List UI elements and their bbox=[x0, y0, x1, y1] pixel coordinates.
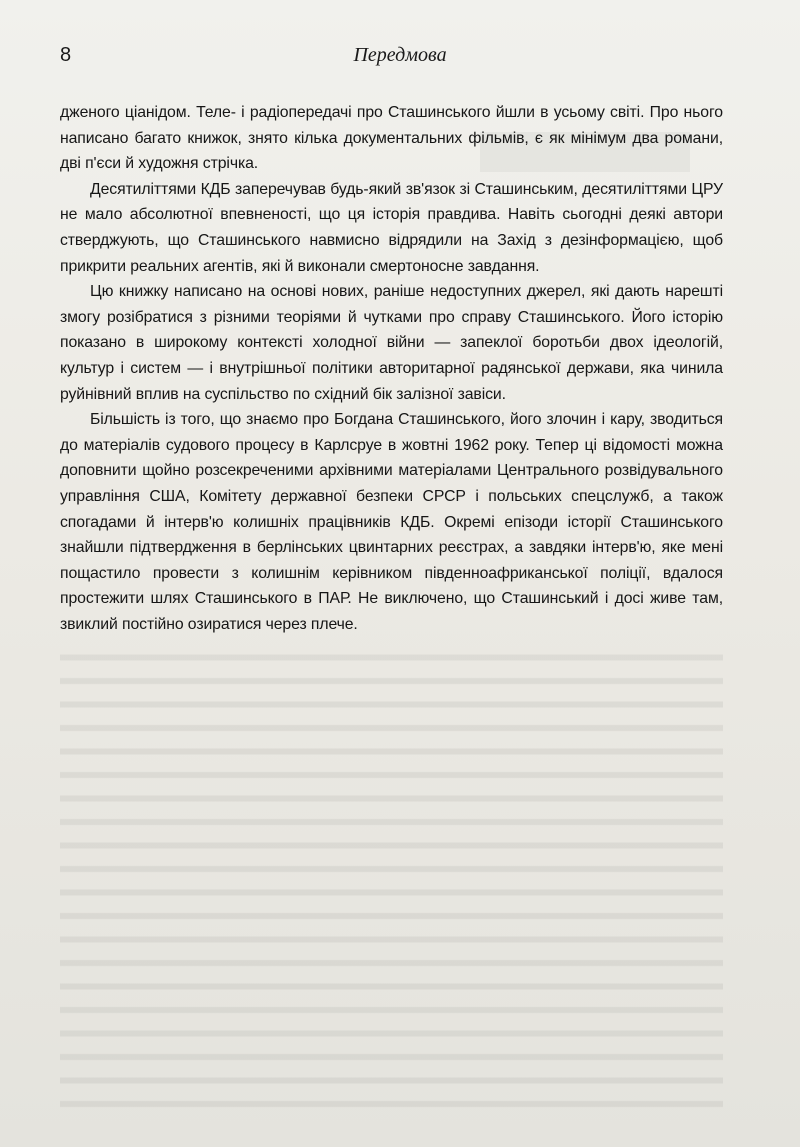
page-number: 8 bbox=[60, 44, 72, 66]
running-head: Передмова bbox=[353, 44, 447, 66]
paragraph: дженого ціанідом. Теле- і радіопередачі про Сташинського йшли в усьому світі. Про нього написано багато книжок, знято кілька документальних фільмів, є як мінімум два романи, дві п'єси й художня стрічка. bbox=[60, 104, 723, 173]
paragraph: Десятиліттями КДБ заперечував будь-який зв'язок зі Сташинським, десятиліттями ЦРУ не мало абсолютної впевненості, що ця історія правдива. Навіть сьогодні деякі автори стверджують, що Сташинського навмисно відрядили на Захід з дезінформацією, щоб прикрити реальних агентів, які й виконали смертоносне завдання. bbox=[60, 180, 723, 275]
paragraph: Цю книжку написано на основі нових, раніше недоступних джерел, які дають нарешті змогу розібратися з різними теоріями й чутками про справу Сташинського. Його історію показано в широкому контексті холодної війни — запеклої боротьби двох ідеологій, культур і систем — і внутрішньої політики авторитарної радянської держави, яка чинила руйнівний вплив на суспільство по східний бік залізної завіси. bbox=[60, 283, 723, 403]
paragraph: Більшість із того, що знаємо про Богдана Сташинського, його злочин і кару, зводиться до матеріалів судового процесу в Карлсруе в жовтні 1962 року. Тепер ці відомості можна доповнити щойно розсекреченими архівними матеріалами Центрального розвідувального управління США, Комітету державної безпеки СРСР і польських спецслужб, а також спогадами й інтерв'ю колишніх працівників КДБ. Окремі епізоди історії Сташинського знайшли підтвердження в берлінських цвинтарних реєстрах, а завдяки інтерв'ю, яке мені пощастило провести з колишнім керівником південноафриканської поліції, вдалося простежити шлях Сташинського в ПАР. Не виключено, що Сташинський і досі живе там, звиклий постійно озиратися через плече. bbox=[60, 411, 723, 633]
show-through-text bbox=[60, 640, 723, 1110]
body-text bbox=[60, 100, 723, 637]
